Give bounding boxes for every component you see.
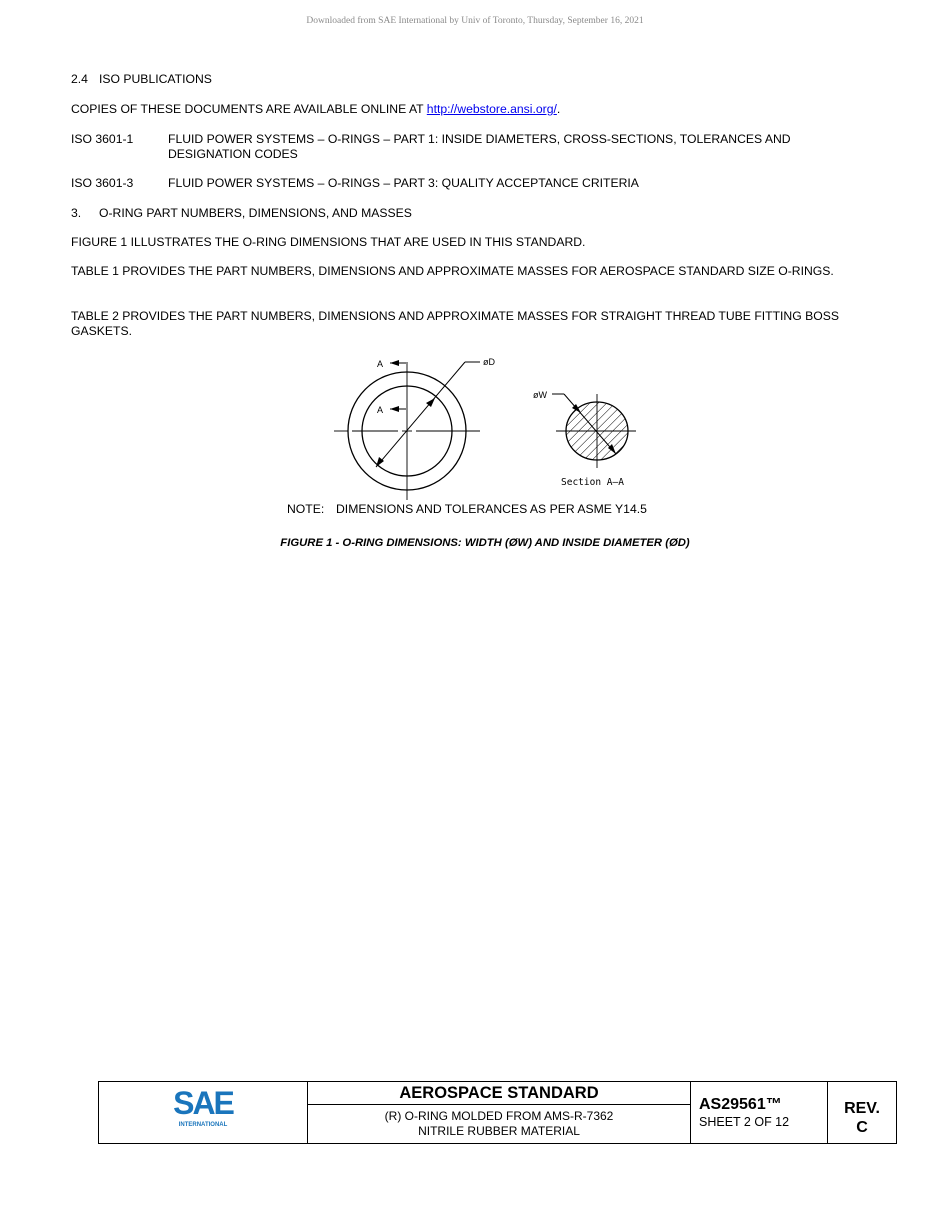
label-w: øW: [533, 390, 547, 400]
reference-code: ISO 3601-3: [71, 176, 134, 190]
o-ring-front-view: [334, 357, 495, 500]
section-number: 3.: [71, 206, 82, 220]
label-a-inner: A: [377, 405, 384, 415]
logo-subtext: INTERNATIONAL: [178, 1122, 228, 1128]
revision-value: C: [856, 1119, 868, 1136]
title-cell: [308, 1082, 691, 1143]
logo-wordmark: SAE: [173, 1087, 233, 1121]
sae-logo-icon: [170, 1087, 236, 1129]
ansi-webstore-link[interactable]: http://webstore.ansi.org/: [426, 102, 557, 116]
copies-paragraph: [71, 102, 841, 117]
section-title: O-RING PART NUMBERS, DIMENSIONS, AND MASSES: [99, 206, 412, 220]
revision-cell: [828, 1082, 896, 1143]
copies-end: .: [556, 102, 561, 116]
label-a-outer: A: [377, 359, 384, 369]
section-title: ISO PUBLICATIONS: [99, 72, 212, 86]
subtitle-line: NITRILE RUBBER MATERIAL: [418, 1124, 580, 1138]
subtitle-line: (R) O-RING MOLDED FROM AMS-R-7362: [384, 1109, 614, 1123]
section-number: 2.4: [71, 72, 88, 86]
section-3-heading: [71, 206, 841, 221]
diameter-leader: [376, 362, 465, 467]
logo-cell: [99, 1082, 308, 1143]
paragraph: TABLE 1 PROVIDES THE PART NUMBERS, DIMENSIONS AND APPROXIMATE MASSES FOR AEROSPACE STANDARD SIZE O-RINGS.: [71, 264, 834, 278]
document-type: AEROSPACE STANDARD: [308, 1082, 690, 1105]
reference-description: FLUID POWER SYSTEMS – O-RINGS – PART 1: INSIDE DIAMETERS, CROSS-SECTIONS, TOLERANCES AND DESIGNATION CODES: [168, 132, 791, 161]
note-text: DIMENSIONS AND TOLERANCES AS PER ASME Y14.5: [336, 502, 647, 516]
reference-code: ISO 3601-1: [71, 132, 134, 146]
cross-section-view: [533, 390, 636, 488]
title-block: [98, 1081, 897, 1144]
document-subtitle: [308, 1105, 690, 1139]
paragraph: TABLE 2 PROVIDES THE PART NUMBERS, DIMENSIONS AND APPROXIMATE MASSES FOR STRAIGHT THREAD TUBE FITTING BOSS GASKETS.: [71, 309, 839, 338]
download-watermark: Downloaded from SAE International by Univ of Toronto, Thursday, September 16, 2021: [306, 16, 644, 26]
o-ring-dimension-figure: [320, 350, 650, 505]
sheet-number: SHEET 2 OF 12: [699, 1115, 790, 1129]
document-id: AS29561™: [699, 1096, 782, 1113]
figure-note: [287, 502, 647, 516]
copies-text: COPIES OF THESE DOCUMENTS ARE AVAILABLE ONLINE AT: [71, 102, 427, 116]
paragraph: FIGURE 1 ILLUSTRATES THE O-RING DIMENSIONS THAT ARE USED IN THIS STANDARD.: [71, 235, 586, 249]
figure-caption: FIGURE 1 - O-RING DIMENSIONS: WIDTH (ØW) AND INSIDE DIAMETER (ØD): [280, 537, 690, 549]
section-label: Section A–A: [561, 477, 624, 488]
section-2-4-heading: [71, 72, 841, 87]
label-d: øD: [483, 357, 495, 367]
document-number-cell: [691, 1082, 828, 1143]
note-label: NOTE:: [287, 502, 325, 516]
revision-label: REV.: [844, 1100, 880, 1117]
reference-description: FLUID POWER SYSTEMS – O-RINGS – PART 3: QUALITY ACCEPTANCE CRITERIA: [168, 176, 639, 190]
